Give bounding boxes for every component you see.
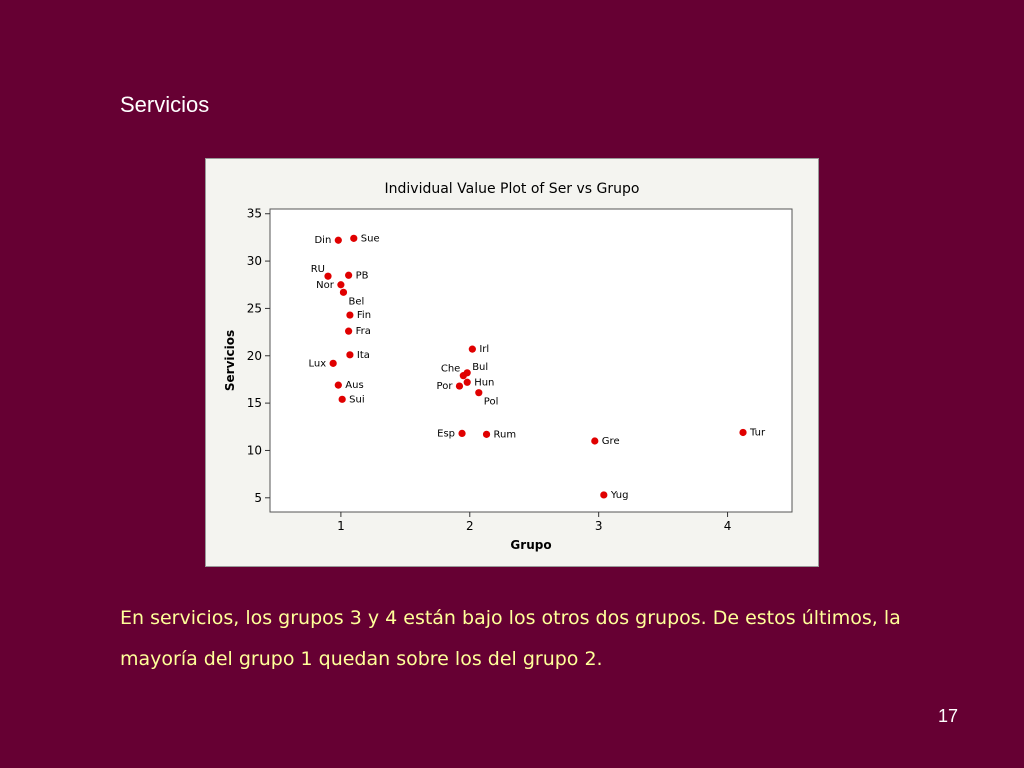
- data-point: [335, 237, 342, 244]
- data-point: [337, 281, 344, 288]
- data-point: [346, 351, 353, 358]
- data-point-label: Nor: [316, 279, 334, 291]
- data-point: [345, 328, 352, 335]
- data-point: [460, 372, 467, 379]
- data-point: [340, 289, 347, 296]
- plot-frame: [270, 209, 792, 512]
- y-tick-label: 15: [246, 396, 262, 411]
- y-tick-label: 20: [246, 348, 262, 363]
- data-point-label: Bel: [348, 296, 365, 308]
- data-point-label: Ita: [356, 349, 370, 361]
- data-point: [350, 235, 357, 242]
- y-tick-label: 35: [246, 206, 262, 221]
- data-point: [330, 360, 337, 367]
- data-point-label: Lux: [308, 358, 327, 370]
- data-point-label: Sui: [349, 394, 365, 406]
- data-point-label: Sue: [360, 233, 380, 245]
- data-point-label: Fra: [355, 326, 371, 338]
- data-point: [475, 389, 482, 396]
- data-point-label: Fin: [356, 310, 372, 322]
- y-tick-label: 10: [246, 443, 262, 458]
- y-tick-label: 25: [246, 301, 262, 316]
- data-point: [469, 346, 476, 353]
- x-axis: [337, 512, 731, 533]
- data-point: [456, 382, 463, 389]
- data-point: [600, 491, 607, 498]
- data-point: [739, 429, 746, 436]
- data-point-label: Irl: [479, 344, 490, 356]
- data-point: [483, 431, 490, 438]
- y-axis-label: Servicios: [223, 329, 237, 392]
- page-number: 17: [938, 706, 959, 726]
- data-point-label: Rum: [493, 429, 517, 441]
- chart-panel: [205, 158, 819, 567]
- slide-title: Servicios: [120, 92, 210, 117]
- data-point-label: Pol: [483, 396, 499, 408]
- x-tick-label: 3: [594, 519, 603, 533]
- data-point: [345, 272, 352, 279]
- data-point-label: Hun: [474, 377, 495, 389]
- data-point: [464, 379, 471, 386]
- data-point: [346, 311, 353, 318]
- y-axis: [247, 207, 270, 505]
- data-point: [335, 382, 342, 389]
- y-tick-label: 30: [246, 254, 262, 269]
- data-point-label: Din: [314, 235, 332, 247]
- y-tick-label: 5: [254, 490, 262, 505]
- data-point: [458, 430, 465, 437]
- data-point-label: Bul: [472, 361, 489, 373]
- data-point-label: Che: [440, 363, 461, 375]
- data-point-label: Yug: [610, 489, 629, 501]
- data-point-label: PB: [355, 270, 369, 282]
- data-point-label: Esp: [437, 428, 456, 440]
- data-point: [591, 437, 598, 444]
- data-point: [339, 396, 346, 403]
- data-point-label: Gre: [601, 435, 620, 447]
- slide-caption: En servicios, los grupos 3 y 4 están bajo los otros dos grupos. De estos últimos, la mayoría del grupo 1 quedan sobre los del grupo 2.: [120, 607, 901, 670]
- chart-title: Individual Value Plot of Ser vs Grupo: [384, 181, 640, 197]
- x-tick-label: 4: [723, 519, 732, 533]
- data-point-label: RU: [310, 264, 325, 276]
- data-point: [324, 273, 331, 280]
- scatter-chart: [206, 159, 818, 566]
- data-point-label: Tur: [750, 427, 766, 439]
- x-tick-label: 2: [465, 519, 474, 533]
- data-point-label: Aus: [345, 380, 364, 392]
- data-point-label: Por: [436, 381, 453, 393]
- x-tick-label: 1: [337, 519, 345, 533]
- x-axis-label: Grupo: [510, 538, 552, 552]
